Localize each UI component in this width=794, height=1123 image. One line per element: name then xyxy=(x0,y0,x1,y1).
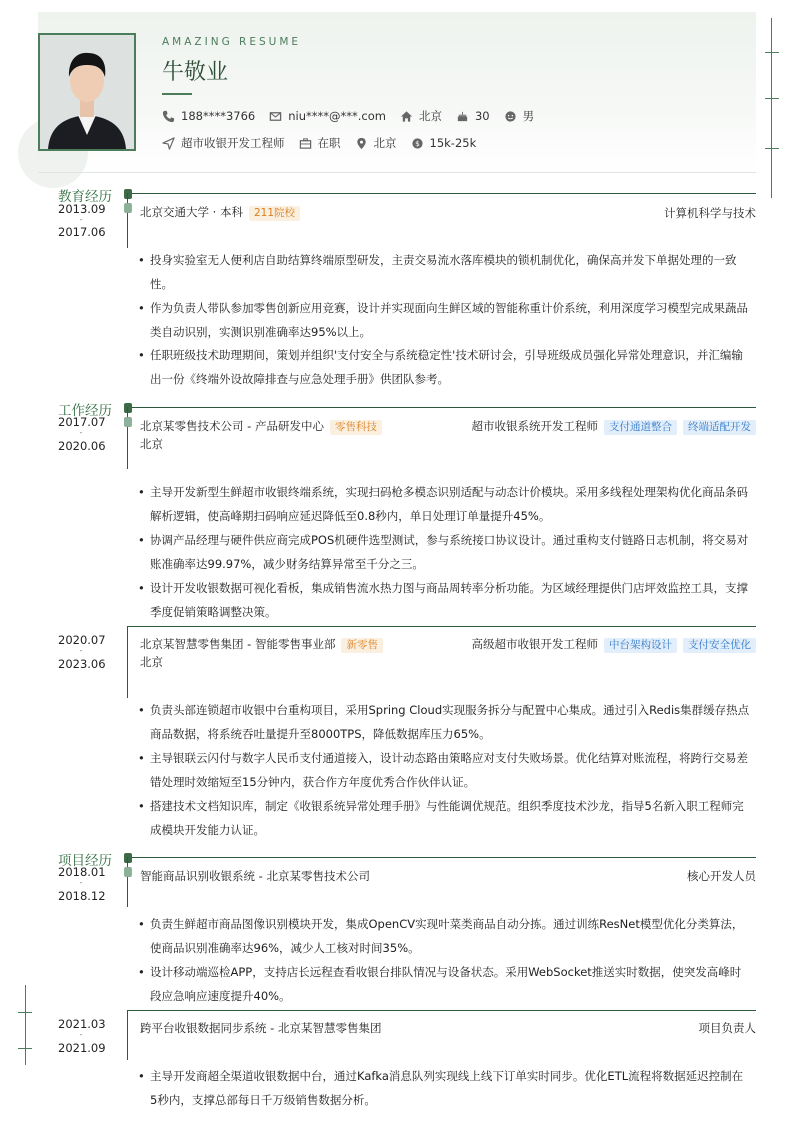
entry-end-date: 2023.06 xyxy=(58,657,106,671)
contact-phone: 188****3766 xyxy=(162,109,255,123)
job-row xyxy=(162,134,490,152)
entry-marker xyxy=(124,417,132,427)
section-rule xyxy=(128,193,756,194)
section-marker xyxy=(124,189,132,199)
header-divider xyxy=(38,172,756,173)
entry-rule xyxy=(128,626,756,627)
section-marker xyxy=(124,403,132,413)
bullet-item: • 负责头部连锁超市收银中台重构项目，采用Spring Cloud实现服务拆分与配置中心集成。通过引入Redis集群缓存热点商品数据，将系统吞吐量提升至8000TPS，降低数据库压力65%。 xyxy=(138,698,750,746)
resume-subtitle: AMAZING RESUME xyxy=(162,36,302,48)
date-dash: - xyxy=(79,428,83,437)
project-title: 跨平台收银数据同步系统 - 北京某智慧零售集团 xyxy=(140,1021,382,1035)
smile-icon xyxy=(504,110,517,123)
bullet-item: • 作为负责人带队参加零售创新应用竞赛，设计并实现面向生鲜区域的智能称重计价系统，利用深度学习模型完成果蔬品类自动识别，实测识别准确率达95%以上。 xyxy=(138,296,750,344)
entry-marker xyxy=(124,867,132,877)
entry-vertical-line xyxy=(127,626,128,698)
bullet-item: • 主导开发新型生鲜超市收银终端系统，实现扫码枪多模态识别适配与动态计价模块。采用多线程处理架构优化商品条码解析逻辑，使高峰期扫码响应延迟降低至0.8秒内，单日处理订单量提升45%。 xyxy=(138,480,750,528)
job-role: 超市收银系统开发工程师 支付通道整合 终端适配开发 xyxy=(472,418,757,435)
entry-marker xyxy=(124,203,132,213)
company-name: 北京某零售技术公司 - 产品研发中心 零售科技 xyxy=(140,418,382,435)
money-icon xyxy=(411,137,424,150)
bullet-item: • 主导开发商超全渠道收银数据中台，通过Kafka消息队列实现线上线下订单实时同步。优化ETL流程将数据延迟控制在5秒内，支撑总部每日千万级销售数据分析。 xyxy=(138,1064,750,1112)
section-title-work: 工作经历 xyxy=(58,403,112,419)
left-decoration-tick xyxy=(18,1012,32,1013)
candidate-name: 牛敬业 xyxy=(162,60,229,85)
left-decoration-line xyxy=(25,985,26,1065)
bullet-item: • 主导银联云闪付与数字人民币支付通道接入，设计动态路由策略应对支付失败场景。优化结算对账流程，将跨行交易差错处理时效缩短至15分钟内，获合作方年度优秀合作伙伴认证。 xyxy=(138,746,750,794)
job-salary: $ 15k-25k xyxy=(411,136,477,150)
svg-text:$: $ xyxy=(414,138,420,148)
bullet-item: • 设计移动端巡检APP，支持店长远程查看收银台排队情况与设备状态。采用WebSocket推送实时数据，使突发高峰时段应急响应速度提升40%。 xyxy=(138,960,750,1008)
major: 计算机科学与技术 xyxy=(664,206,756,220)
section-rule xyxy=(128,407,756,408)
date-dash: - xyxy=(79,878,83,887)
school-tag: 211院校 xyxy=(249,206,300,221)
date-dash: - xyxy=(79,215,83,224)
contact-row xyxy=(162,107,548,125)
company-city: 北京 xyxy=(140,655,163,669)
section-rule xyxy=(128,857,756,858)
industry-tag: 零售科技 xyxy=(330,420,382,435)
project-role: 核心开发人员 xyxy=(687,869,756,883)
industry-tag: 新零售 xyxy=(341,638,383,653)
entry-rule xyxy=(128,1010,756,1011)
entry-start-date: 2020.07 xyxy=(58,633,106,647)
job-city: 北京 xyxy=(355,135,397,151)
section-title-project: 项目经历 xyxy=(58,853,112,869)
company-name: 北京某智慧零售集团 - 智能零售事业部 新零售 xyxy=(140,636,383,653)
entry-start-date: 2018.01 xyxy=(58,865,106,879)
bullet-item: • 设计开发收银数据可视化看板，集成销售流水热力图与商品周转率分析功能。为区域经理提供门店坪效监控工具，支撑季度促销策略调整决策。 xyxy=(138,576,750,624)
skill-tag: 支付通道整合 xyxy=(604,420,677,435)
project-role: 项目负责人 xyxy=(698,1021,756,1035)
date-dash: - xyxy=(79,1030,83,1039)
job-status: 在职 xyxy=(299,135,341,151)
section-title-education: 教育经历 xyxy=(58,189,112,205)
project-title: 智能商品识别收银系统 - 北京某零售技术公司 xyxy=(140,869,370,883)
left-decoration-tick xyxy=(18,1048,32,1049)
entry-vertical-line xyxy=(127,857,128,907)
entry-end-date: 2017.06 xyxy=(58,225,106,239)
entry-vertical-line xyxy=(127,1010,128,1060)
school-name: 北京交通大学 · 本科 211院校 xyxy=(140,204,300,221)
contact-gender: 男 xyxy=(504,108,535,124)
skill-tag: 终端适配开发 xyxy=(683,420,756,435)
entry-end-date: 2018.12 xyxy=(58,889,106,903)
bullet-item: • 协调产品经理与硬件供应商完成POS机硬件选型测试，参与系统接口协议设计。通过重构支付链路日志机制，将交易对账准确率达99.97%，减少财务结算异常至千分之三。 xyxy=(138,528,750,576)
avatar xyxy=(38,33,136,151)
company-city: 北京 xyxy=(140,437,163,451)
bullet-item: • 投身实验室无人便利店自助结算终端原型研发，主责交易流水落库模块的锁机制优化，确保高并发下单据处理的一致性。 xyxy=(138,248,750,296)
entry-end-date: 2020.06 xyxy=(58,439,106,453)
entry-start-date: 2017.07 xyxy=(58,415,106,429)
job-target: 超市收银开发工程师 xyxy=(162,135,285,151)
right-decoration-line xyxy=(771,18,772,198)
entry-vertical-line xyxy=(127,193,128,248)
right-decoration-tick xyxy=(765,98,779,99)
date-dash: - xyxy=(79,646,83,655)
name-underline xyxy=(162,93,192,95)
phone-icon xyxy=(162,110,175,123)
send-icon xyxy=(162,137,175,150)
bullet-item: • 负责生鲜超市商品图像识别模块开发，集成OpenCV实现叶菜类商品自动分拣。通过训练ResNet模型优化分类算法，使商品识别准确率达96%，减少人工核对时间35%。 xyxy=(138,912,750,960)
home-icon xyxy=(400,110,413,123)
right-decoration-tick xyxy=(765,148,779,149)
skill-tag: 支付安全优化 xyxy=(683,638,756,653)
briefcase-icon xyxy=(299,137,312,150)
contact-email: niu****@***.com xyxy=(269,109,386,123)
right-decoration-tick xyxy=(765,52,779,53)
job-role: 高级超市收银开发工程师 中台架构设计 支付安全优化 xyxy=(472,636,757,653)
contact-city: 北京 xyxy=(400,108,442,124)
entry-start-date: 2021.03 xyxy=(58,1017,106,1031)
cake-icon xyxy=(456,110,469,123)
mail-icon xyxy=(269,110,282,123)
skill-tag: 中台架构设计 xyxy=(604,638,677,653)
entry-start-date: 2013.09 xyxy=(58,202,106,216)
location-icon xyxy=(355,137,368,150)
contact-age: 30 xyxy=(456,109,490,123)
bullet-item: • 搭建技术文档知识库，制定《收银系统异常处理手册》与性能调优规范。组织季度技术沙龙，指导5名新入职工程师完成模块开发能力认证。 xyxy=(138,794,750,842)
section-marker xyxy=(124,853,132,863)
bullet-item: • 任职班级技术助理期间，策划并组织'支付安全与系统稳定性'技术研讨会，引导班级成员强化异常处理意识，并汇编输出一份《终端外设故障排查与应急处理手册》供团队参考。 xyxy=(138,343,750,391)
entry-end-date: 2021.09 xyxy=(58,1041,106,1055)
